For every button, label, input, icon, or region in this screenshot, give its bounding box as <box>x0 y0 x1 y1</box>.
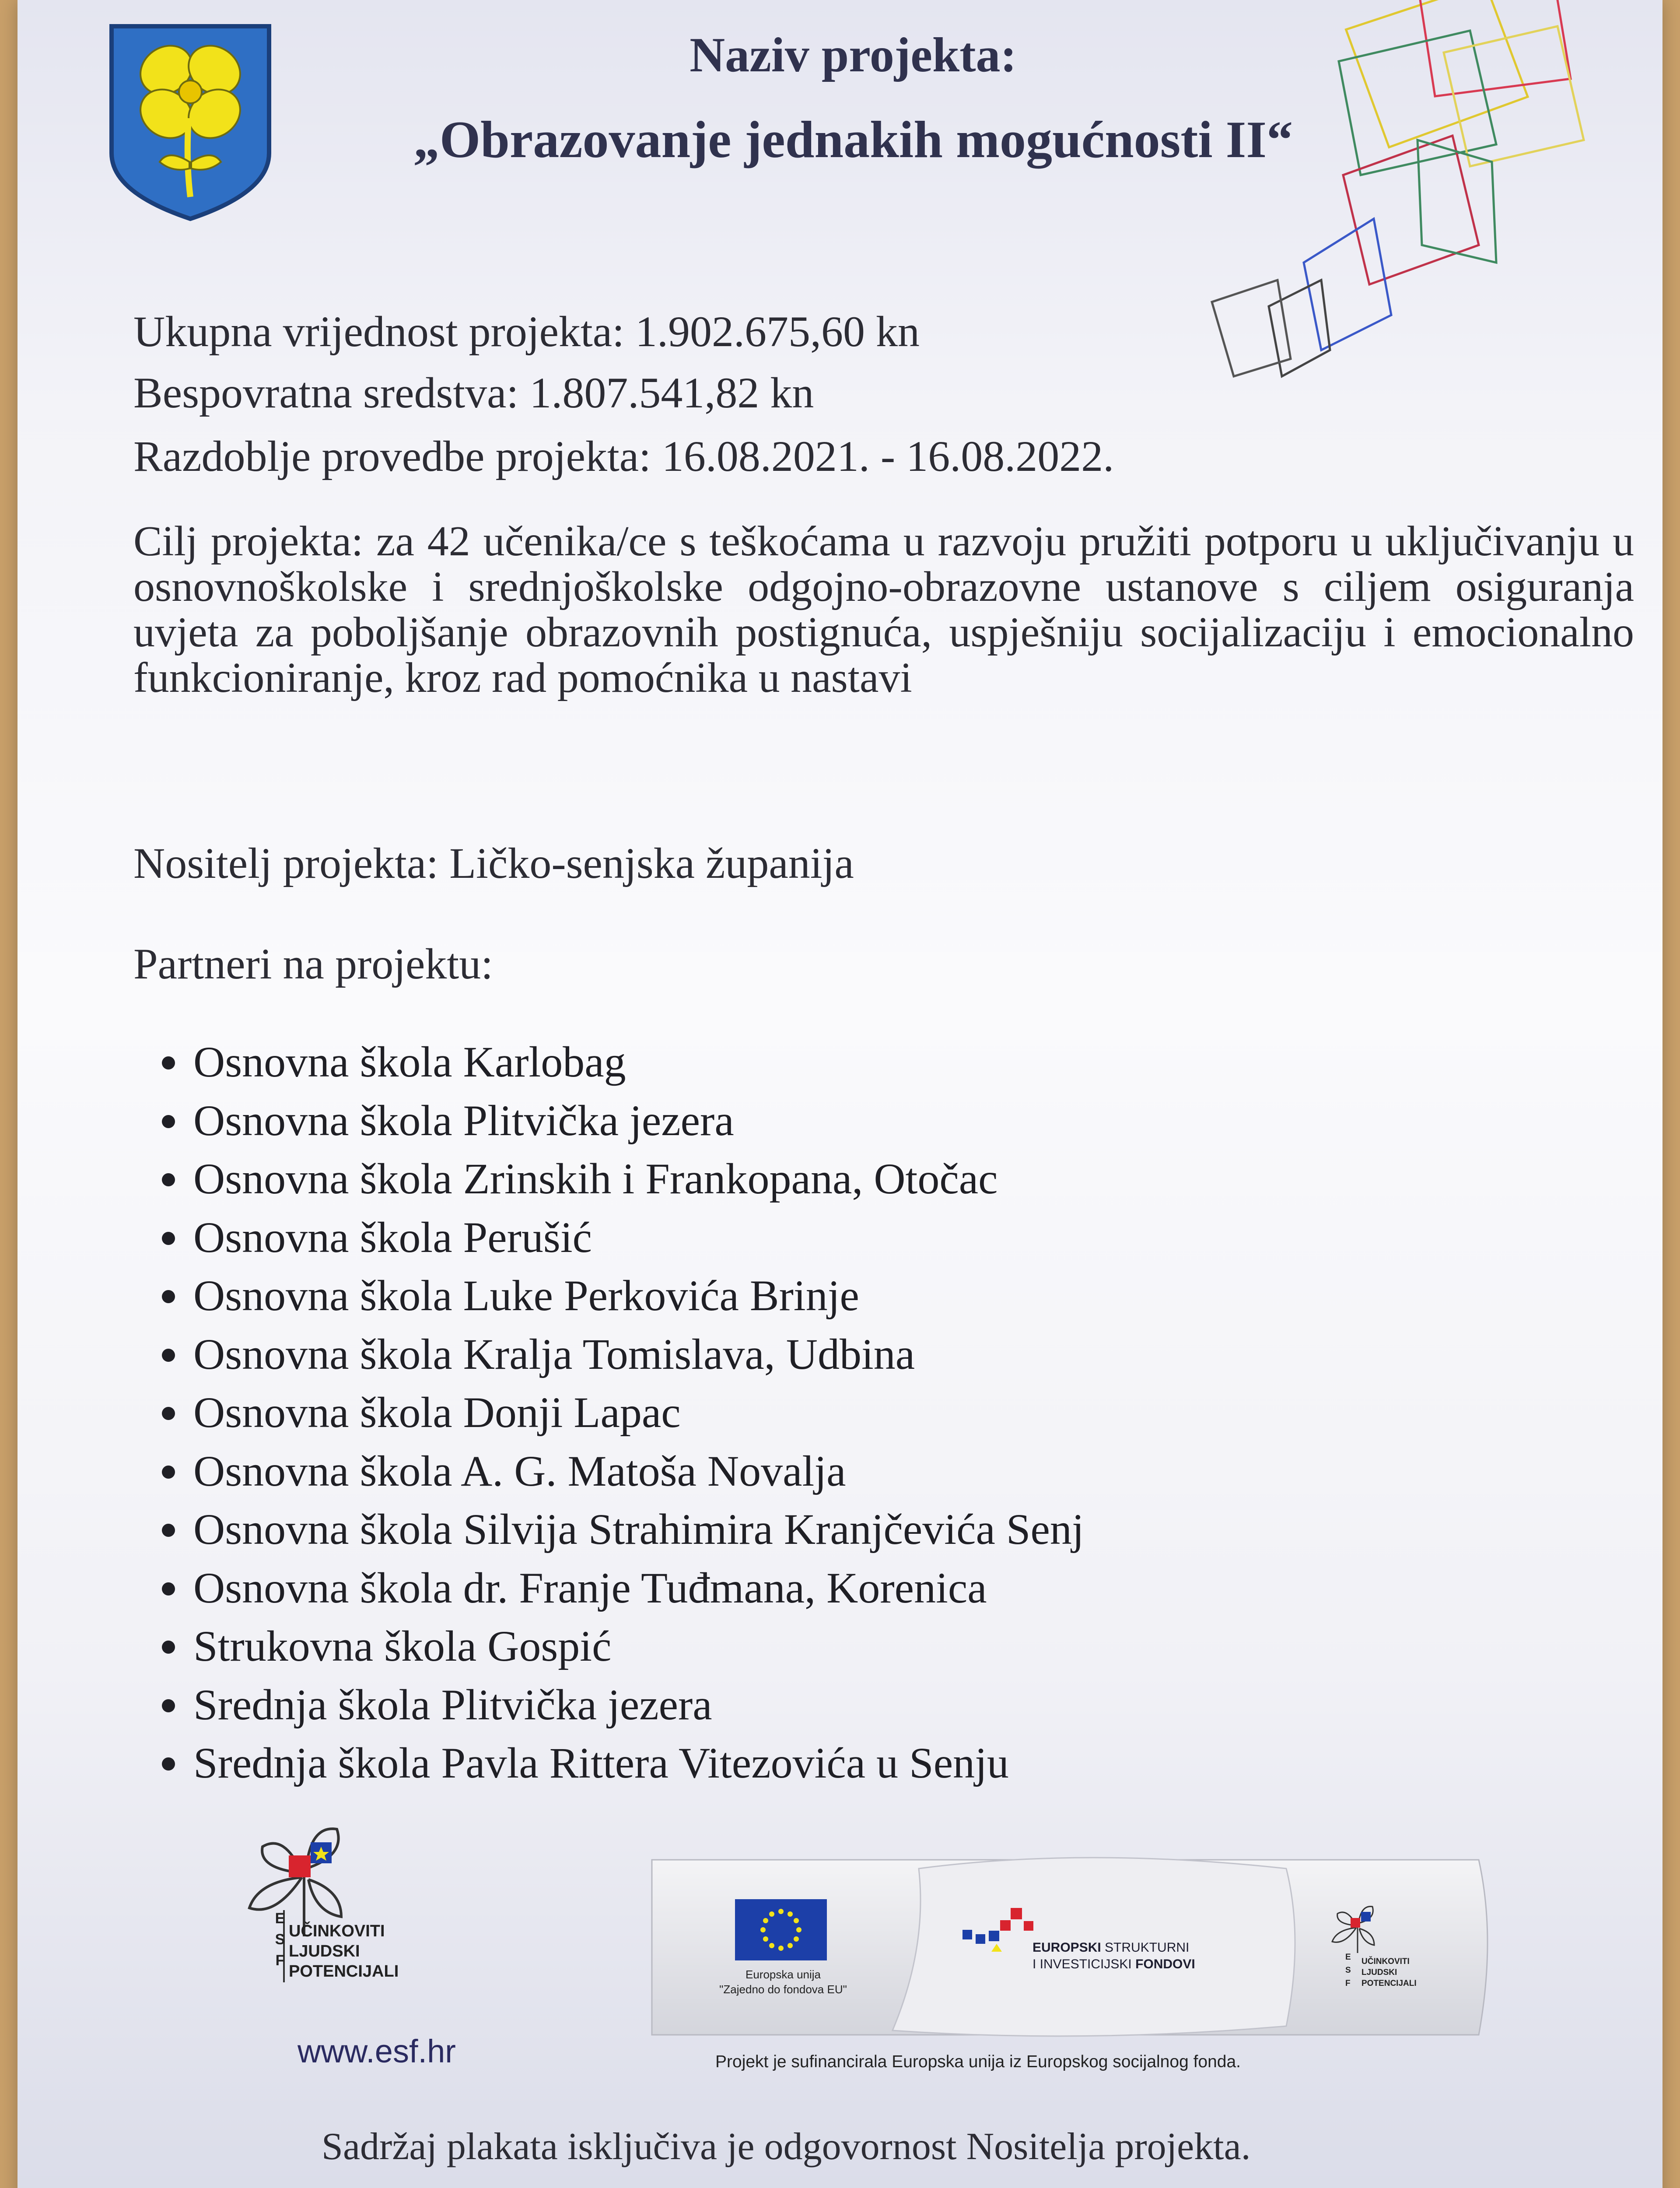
partner-name: Osnovna škola Luke Perkovića Brinje <box>193 1271 859 1320</box>
list-item <box>162 1617 1084 1676</box>
partner-name: Osnovna škola Zrinskih i Frankopana, Otočac <box>193 1154 998 1203</box>
project-holder-text: Nositelj projekta: Ličko-senjska županija <box>133 839 854 887</box>
bullet-icon <box>162 1524 175 1537</box>
bullet-icon <box>162 1757 175 1771</box>
list-item <box>162 1676 1084 1734</box>
list-item <box>162 1266 1084 1325</box>
cofunding-note: Projekt je sufinancirala Europska unija iz Europskog socijalnog fonda. <box>715 2052 1241 2071</box>
list-item <box>162 1033 1084 1091</box>
list-item <box>162 1383 1084 1442</box>
partner-name: Osnovna škola dr. Franje Tuđmana, Korenica <box>193 1563 987 1612</box>
esf-mini-logo-icon <box>1323 1901 1398 1954</box>
partner-name: Srednja škola Plitvička jezera <box>193 1680 712 1729</box>
partner-name: Osnovna škola Plitvička jezera <box>193 1096 734 1145</box>
project-title: „Obrazovanje jednakih mogućnosti II“ <box>413 110 1293 168</box>
esf-website-link[interactable]: www.esf.hr <box>298 2033 456 2069</box>
bullet-icon <box>162 1407 175 1420</box>
list-item <box>162 1500 1084 1559</box>
esf-pinwheel-logo-icon <box>232 1816 389 1939</box>
total-value-text: Ukupna vrijednost projekta: 1.902.675,60 kn <box>133 307 920 356</box>
eu-flag-icon <box>735 1899 827 1960</box>
poster <box>18 0 1662 2188</box>
partner-name: Osnovna škola Karlobag <box>193 1038 626 1086</box>
period-text: Razdoblje provedbe projekta: 16.08.2021. - 16.08.2022. <box>133 432 1114 480</box>
partners-heading: Partneri na projektu: <box>133 940 493 988</box>
eu-caption: Europska unija "Zajedno do fondova EU" <box>719 1968 847 1996</box>
list-item <box>162 1442 1084 1501</box>
disclaimer-footer: Sadržaj plakata isključiva je odgovornost Nositelja projekta. <box>322 2125 1251 2168</box>
bullet-icon <box>162 1290 175 1303</box>
list-item <box>162 1559 1084 1617</box>
partner-name: Osnovna škola Kralja Tomislava, Udbina <box>193 1329 915 1378</box>
mini-esf-tagline: UČINKOVITI LJUDSKI POTENCIJALI <box>1362 1957 1417 1988</box>
esf-letters: E S F <box>275 1910 285 1969</box>
bullet-icon <box>162 1582 175 1595</box>
partner-name: Osnovna škola Donji Lapac <box>193 1388 681 1437</box>
list-item <box>162 1150 1084 1208</box>
partner-name: Srednja škola Pavla Rittera Vitezovića u Senju <box>193 1739 1009 1787</box>
esf-tagline: UČINKOVITI LJUDSKI POTENCIJALI <box>289 1922 399 1981</box>
project-goal-text: Cilj projekta: za 42 učenika/ce s teškoćama u razvoju pružiti potporu u uključivanju u osnovnoškolske i srednjoškolske odgojno-obrazovne ustanove s ciljem osiguranja uvjeta za poboljšanje obrazovnih postignuća, uspješniju socijalizaciju i emocionalno funkcioniranje, kroz rad pomoćnika u nastavi <box>133 518 1634 701</box>
list-item <box>162 1734 1084 1792</box>
mini-esf-letters: E S F <box>1345 1953 1351 1988</box>
esi-funds-text: EUROPSKI STRUKTURNI I INVESTICIJSKI FONDOVI <box>1032 1940 1195 1971</box>
partner-name: Strukovna škola Gospić <box>193 1622 612 1670</box>
bullet-icon <box>162 1349 175 1362</box>
bullet-icon <box>162 1641 175 1654</box>
bullet-icon <box>162 1173 175 1186</box>
project-name-label: Naziv projekta: <box>690 28 1017 82</box>
bullet-icon <box>162 1056 175 1069</box>
bullet-icon <box>162 1699 175 1712</box>
list-item <box>162 1091 1084 1150</box>
bullet-icon <box>162 1232 175 1245</box>
bullet-icon <box>162 1115 175 1128</box>
partner-name: Osnovna škola Silvija Strahimira Kranjčevića Senj <box>193 1505 1084 1553</box>
bullet-icon <box>162 1466 175 1479</box>
partners-list <box>162 1033 1084 1792</box>
partner-name: Osnovna škola Perušić <box>193 1213 592 1262</box>
partner-name: Osnovna škola A. G. Matoša Novalja <box>193 1446 846 1495</box>
list-item <box>162 1325 1084 1384</box>
grant-text: Bespovratna sredstva: 1.807.541,82 kn <box>133 368 814 417</box>
list-item <box>162 1208 1084 1267</box>
